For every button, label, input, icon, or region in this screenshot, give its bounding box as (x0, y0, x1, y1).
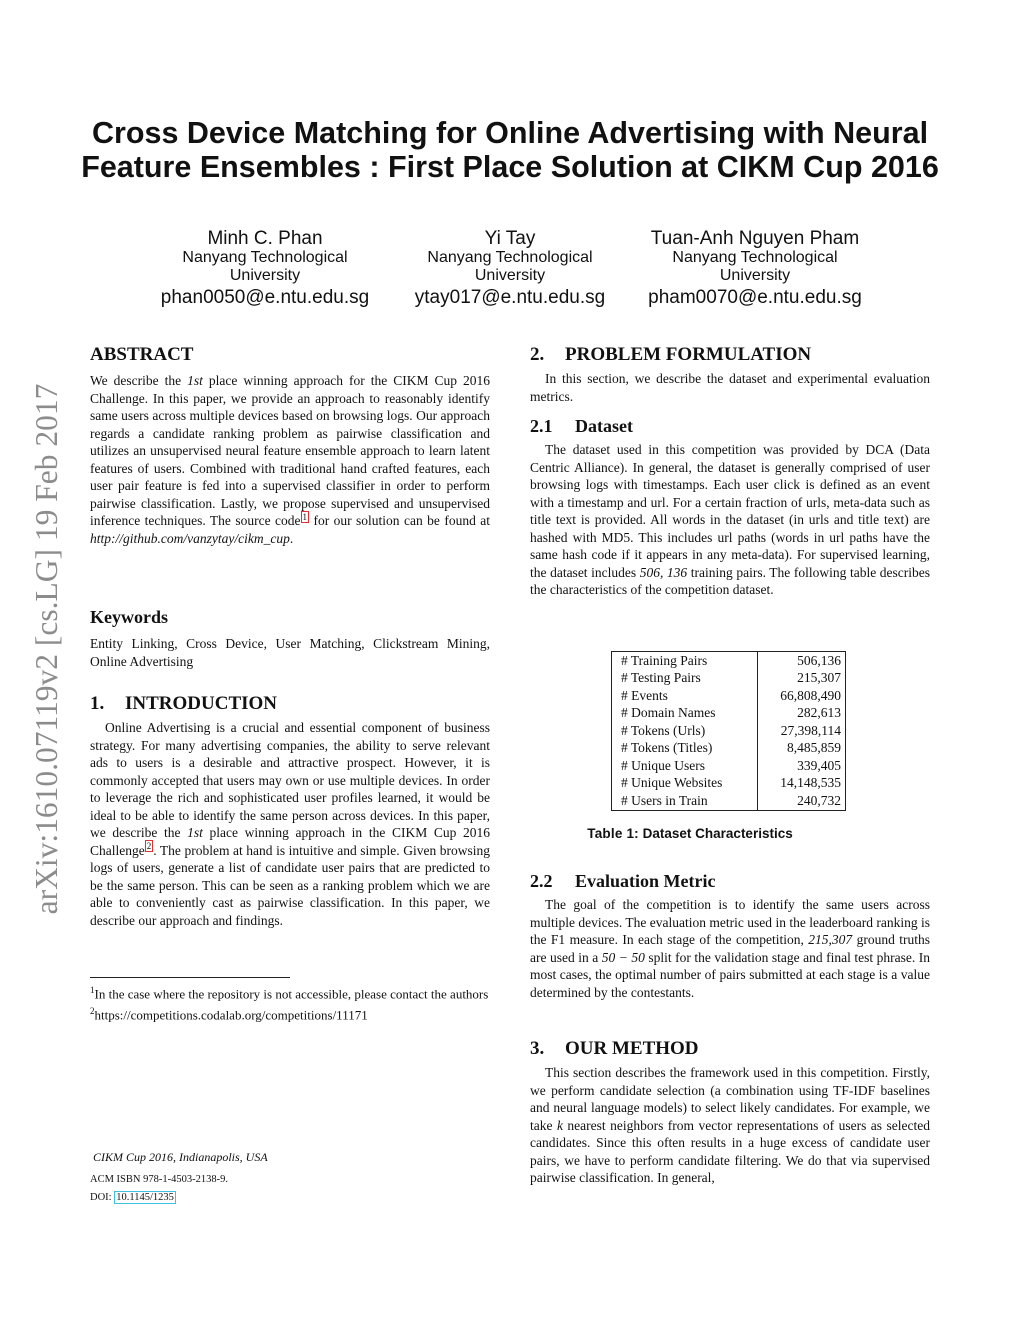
ordinal: 1st (187, 825, 203, 840)
isbn-line: ACM ISBN 978-1-4503-2138-9. (90, 1174, 228, 1185)
table-cell-label: # Training Pairs (612, 652, 758, 670)
author-block-2 (375, 228, 645, 309)
author-name: Yi Tay (484, 228, 536, 249)
footnote-text: In the case where the repository is not accessible, please contact the authors (94, 986, 489, 1002)
split-ratio: 50 − 50 (601, 949, 645, 965)
author-name: Tuan-Anh Nguyen Pham (650, 228, 860, 249)
method-text-a: This section describes the framework used in this competition. Firstly, we perform candidate selection (a combination using TF-IDF baselines and neural language models) to select likely candidates. For example, we take (530, 1065, 930, 1133)
our-method-heading (530, 1038, 699, 1060)
paper-title (60, 116, 960, 184)
table-cell-label: # Users in Train (612, 792, 758, 810)
section-title: PROBLEM FORMULATION (565, 344, 812, 365)
problem-formulation-heading (530, 344, 811, 366)
title-line-1: Cross Device Matching for Online Advertising with Neural (91, 116, 929, 150)
intro-text-c: . The problem at hand is intuitive and simple. Given browsing logs of users, generate a list of candidate user pairs that are predicted to be the same person. This can be seen as a ranking problem which we are able to conveniently cast as pairwise classification. In this paper, we describe our approach and findings. (90, 842, 490, 928)
table-caption (530, 826, 850, 841)
table-row (612, 792, 846, 810)
doi-label: DOI: (90, 1192, 115, 1203)
table-cell-label: # Unique Users (612, 757, 758, 775)
table-cell-label: # Events (612, 687, 758, 705)
table-cell-label: # Tokens (Urls) (612, 722, 758, 740)
doi-link[interactable]: 10.1145/1235 (116, 1192, 174, 1203)
our-method-text (530, 1064, 930, 1187)
dataset-text-b: training pairs. The following table describes the characteristics of the competition dataset. (530, 564, 930, 597)
dataset-characteristics-table (611, 651, 846, 811)
ground-truth-count: 215,307 (808, 932, 853, 947)
footnote-text[interactable]: https://competitions.codalab.org/competitions/11171 (94, 1007, 368, 1023)
table-cell-value: 14,148,535 (757, 775, 845, 793)
evaluation-metric-heading (530, 870, 715, 892)
abstract-text (90, 372, 490, 547)
table-cell-label: # Domain Names (612, 705, 758, 723)
abstract-text-c: for our solution can be found at (309, 513, 490, 528)
author-name: Minh C. Phan (207, 228, 323, 249)
author-email: ytay017@e.ntu.edu.sg (414, 287, 606, 308)
author-block-3 (620, 228, 890, 309)
keywords-heading: Keywords (90, 607, 168, 627)
footnote-2-link[interactable]: 2 (146, 841, 152, 851)
eval-text-b: ground truths are used in a (530, 932, 930, 965)
table-caption-label: Table 1: (587, 826, 639, 841)
section-number: 1. (90, 693, 105, 714)
table-cell-value: 66,808,490 (757, 687, 845, 705)
section-title: INTRODUCTION (125, 693, 278, 714)
method-text-b: nearest neighbors from vector representations of users as selected candidates. Since this often results in a huge excess of candidate user pairs, we have to perform candidate filtering. We do that via supervised pairwise classification. In general, (530, 1117, 930, 1185)
k-variable: k (556, 1117, 563, 1133)
eval-text-a: The goal of the competition is to identify the same users across multiple devices. The evaluation metric used in the leaderboard ranking is the F1 measure. In each stage of the competition, (530, 897, 930, 947)
footnote-mark: 2 (90, 1005, 95, 1016)
author-email: pham0070@e.ntu.edu.sg (648, 287, 862, 308)
table-row (612, 687, 846, 705)
table-cell-value: 215,307 (757, 670, 845, 688)
section-title: OUR METHOD (565, 1038, 699, 1059)
table-cell-value: 27,398,114 (757, 722, 845, 740)
table-cell-value: 240,732 (757, 792, 845, 810)
subsection-title: Evaluation Metric (575, 871, 716, 891)
doi-line (90, 1192, 176, 1203)
table-row (612, 775, 846, 793)
title-line-2: Feature Ensembles : First Place Solution at CIKM Cup 2016 (81, 150, 939, 184)
section-number: 3. (530, 1038, 545, 1059)
table-row (612, 670, 846, 688)
abstract-heading: ABSTRACT (90, 344, 194, 365)
introduction-text (90, 719, 490, 929)
subsection-number: 2.2 (530, 871, 553, 891)
eval-text-c: split for the validation stage and final test phrase. In most cases, the optimal number of pairs submitted at each stage is a value determined by the contestants. (530, 949, 930, 1000)
intro-text-b: place winning approach in the CIKM Cup 2016 Challenge (90, 825, 490, 858)
keywords-text: Entity Linking, Cross Device, User Matching, Clickstream Mining, Online Advertising (90, 636, 490, 669)
table-cell-label: # Unique Websites (612, 775, 758, 793)
table-row (612, 652, 846, 670)
author-block-1 (130, 228, 400, 309)
abstract-text-b: place winning approach for the CIKM Cup 2016 Challenge. In this paper, we provide an approach to reasonably identify same users across multiple devices based on browsing logs. Our approach regards a candidate ranking problem as pairwise classification and utilizes an unsupervised neural feature ensemble approach to learn latent features of users. Combined with traditional hand crafted features, each user pair feature is fed into a supervised classifier in order to perform pairwise classification. Lastly, we propose supervised and unsupervised inference techniques. The source code (90, 373, 490, 528)
table-row (612, 757, 846, 775)
table-row (612, 740, 846, 758)
author-affiliation: Nanyang Technological (672, 249, 838, 266)
author-affiliation-line-2: University (719, 267, 791, 284)
author-affiliation: Nanyang Technological (182, 249, 348, 266)
source-code-url[interactable]: http://github.com/vanzytay/cikm_cup (90, 530, 290, 546)
conference-line: CIKM Cup 2016, Indianapolis, USA (93, 1150, 268, 1164)
evaluation-metric-text (530, 896, 930, 1001)
table-cell-value: 506,136 (757, 652, 845, 670)
intro-text-a: Online Advertising is a crucial and essential component of business strategy. For many advertising companies, the ability to serve relevant ads to users is a desirable and attractive prospect. However, it is commonly accepted that users may own or use multiple devices. In order to leverage the rich and sophisticated user profiles learned, it would be ideal to be able to identify the same person across devices. In this paper, we describe the (90, 720, 490, 840)
subsection-title: Dataset (575, 416, 633, 436)
author-affiliation-line-2: University (229, 267, 301, 284)
dataset-text (530, 441, 930, 599)
footnote-2 (90, 1003, 490, 1024)
table-cell-value: 8,485,859 (757, 740, 845, 758)
ordinal: 1st (187, 373, 203, 388)
author-email: phan0050@e.ntu.edu.sg (160, 287, 370, 308)
arxiv-stamp: arXiv:1610.07119v2 [cs.LG] 19 Feb 2017 (29, 383, 64, 915)
table-row (612, 722, 846, 740)
table-cell-label: # Tokens (Titles) (612, 740, 758, 758)
abstract-text-a: We describe the (90, 373, 188, 388)
footnotes (90, 982, 490, 1024)
training-pairs-count: 506, 136 (639, 564, 688, 580)
dataset-heading (530, 415, 633, 437)
author-affiliation: Nanyang Technological (427, 249, 593, 266)
problem-formulation-text: In this section, we describe the dataset and experimental evaluation metrics. (530, 371, 930, 404)
table-row (612, 705, 846, 723)
footnote-1-link[interactable]: 1 (302, 511, 308, 522)
abstract-text-d: . (289, 530, 294, 546)
introduction-heading (90, 693, 277, 715)
section-number: 2. (530, 344, 545, 365)
table-cell-label: # Testing Pairs (612, 670, 758, 688)
table-cell-value: 339,405 (757, 757, 845, 775)
subsection-number: 2.1 (530, 416, 553, 436)
author-affiliation-line-2: University (474, 267, 546, 284)
footnote-1 (90, 982, 490, 1003)
footnote-rule (90, 977, 290, 978)
table-caption-text: Dataset Characteristics (638, 826, 793, 841)
dataset-text-a: The dataset used in this competition was provided by DCA (Data Centric Alliance). In general, the dataset is generally comprised of user browsing logs with timestamps. Each user click is defined as an event with a timestamp and url. For a certain fraction of urls, meta-data such as title text is provided. All words in the dataset (in urls and title text) are hashed with MD5. This includes url paths (words in url paths have the same hash code if it appears in any meta-data). For supervised learning, the dataset includes (530, 442, 930, 580)
table-cell-value: 282,613 (757, 705, 845, 723)
footnote-mark: 1 (90, 985, 95, 995)
